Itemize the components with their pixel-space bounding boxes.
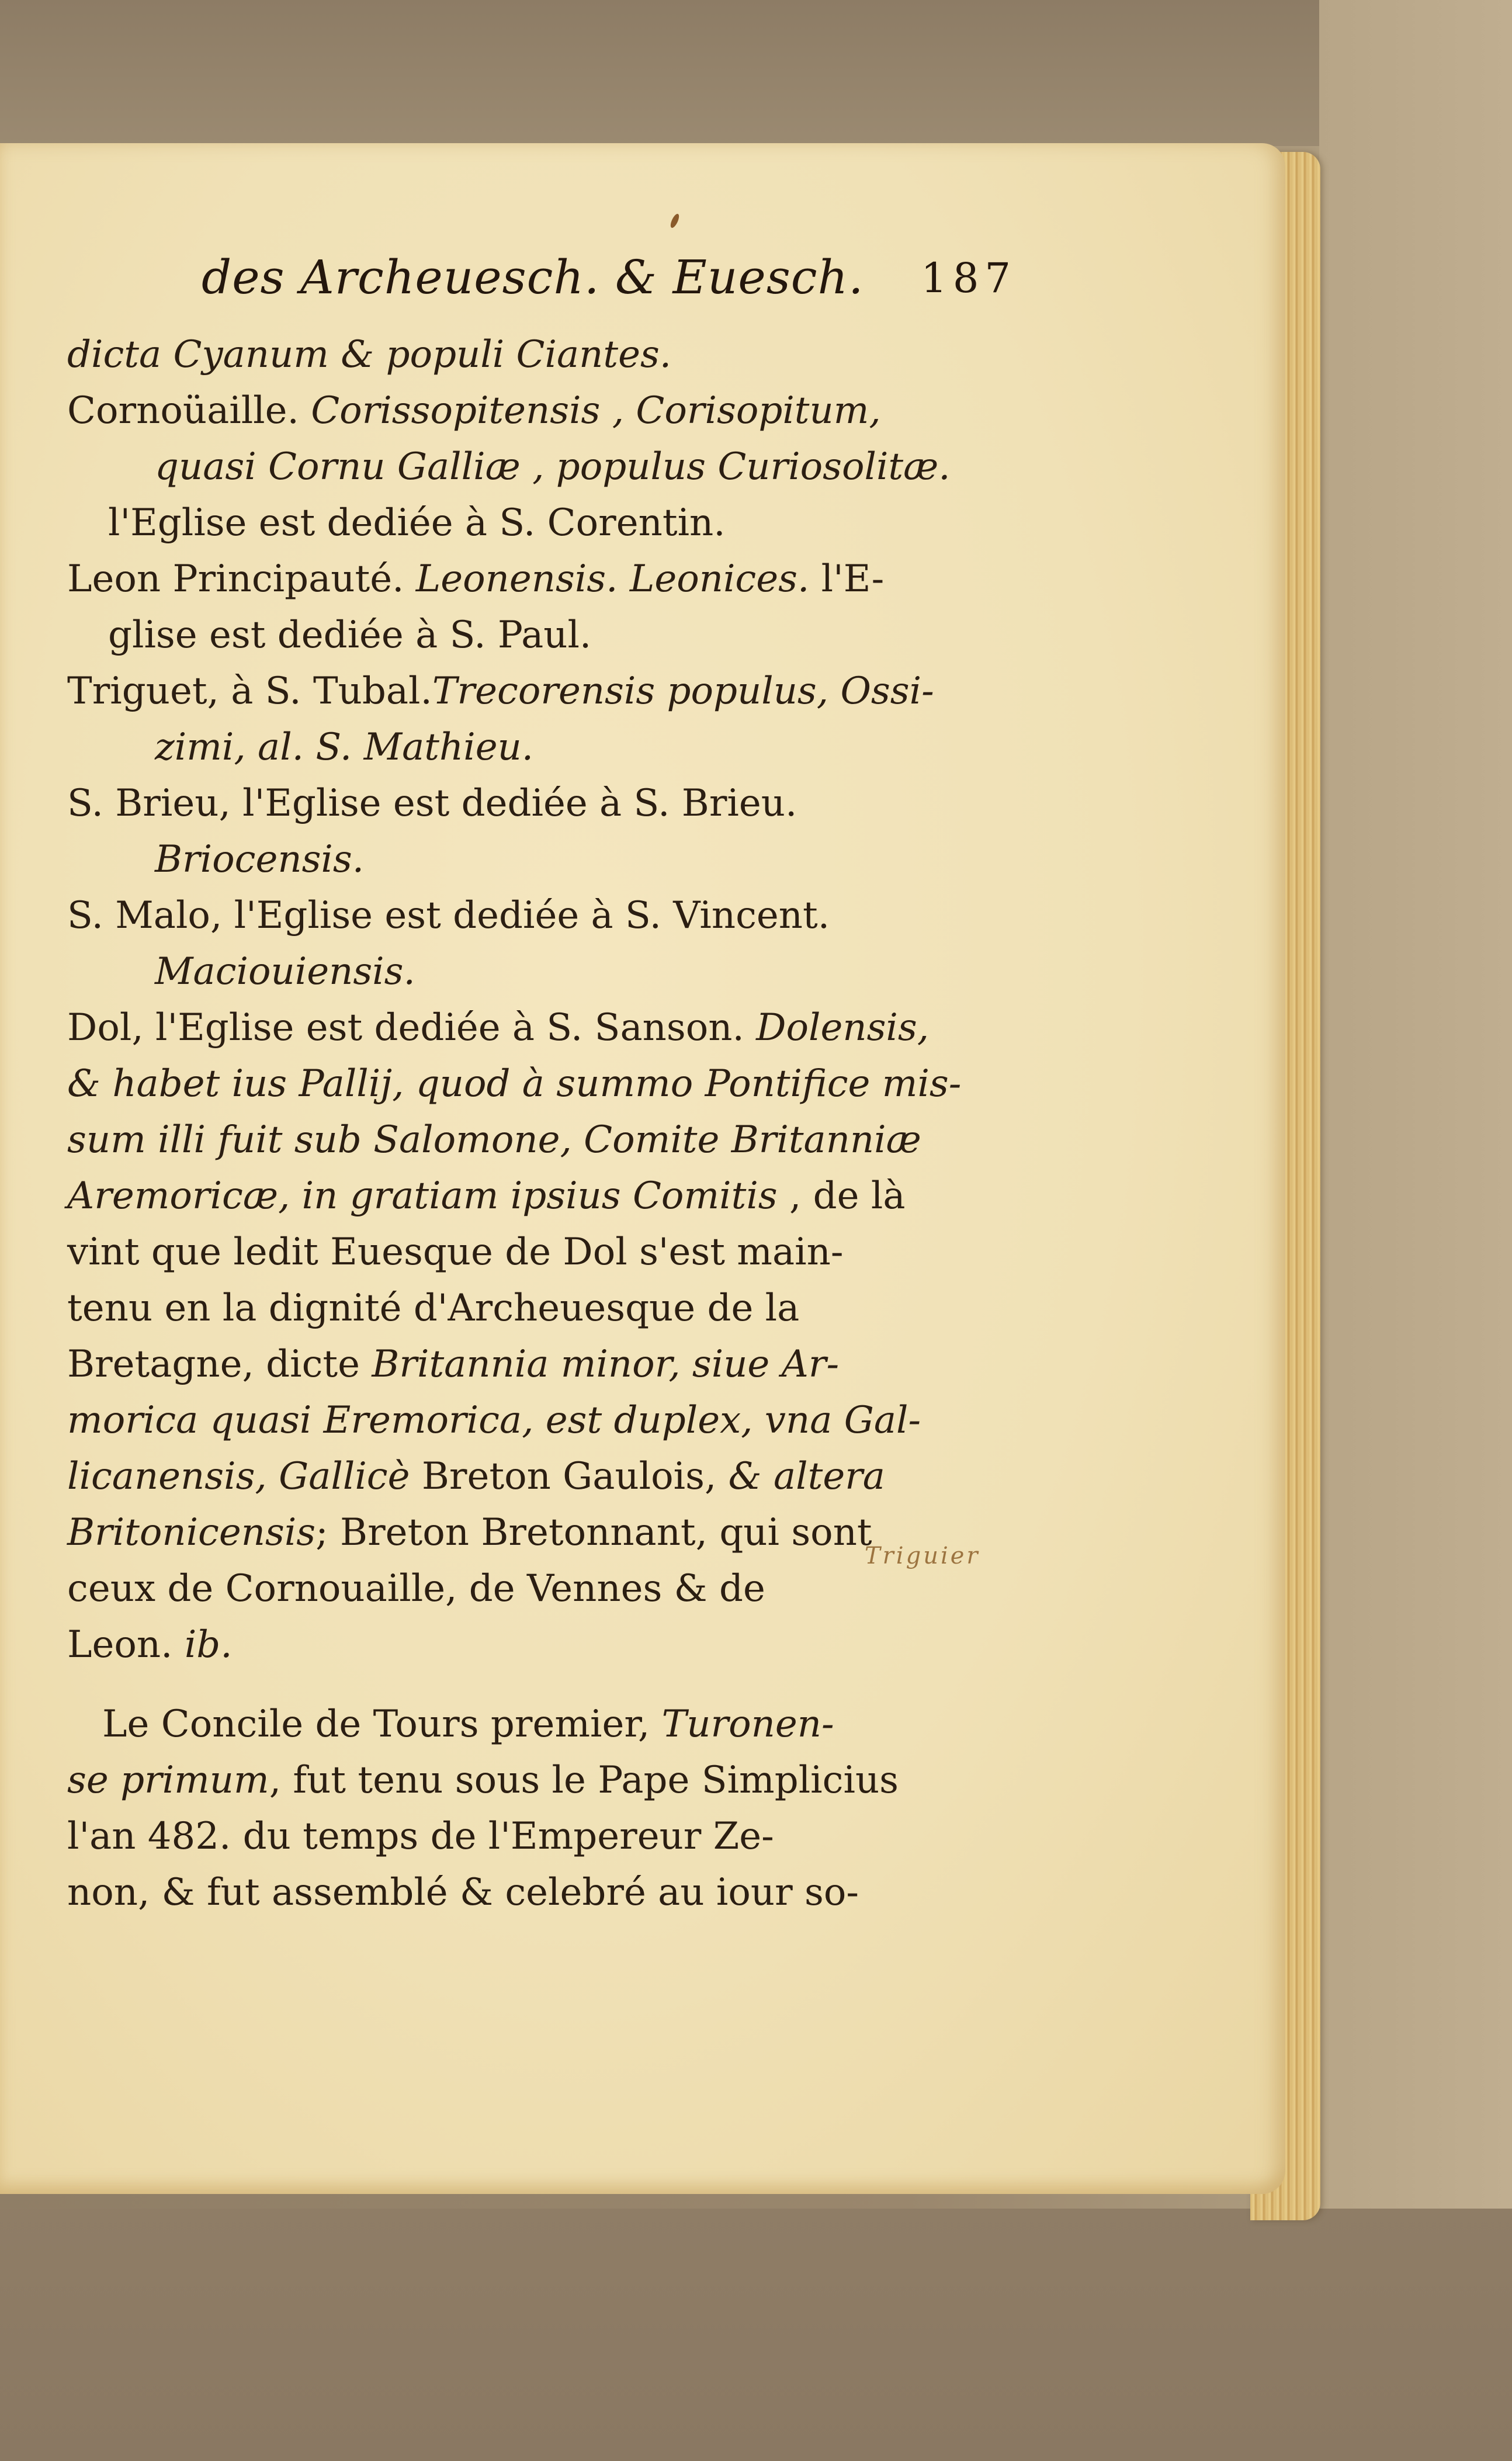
text-line — [67, 333, 672, 376]
roman-segment: Leon Principauté. — [67, 557, 416, 601]
text-line — [155, 838, 365, 881]
roman-segment: S. Brieu, l'Eglise est dediée à S. Brieu. — [67, 782, 797, 825]
backdrop-bottom — [0, 2209, 1512, 2461]
roman-segment: Leon. — [67, 1623, 185, 1666]
text-line — [67, 1230, 844, 1274]
italic-latin-segment: licanensis, Gallicè — [67, 1455, 422, 1498]
text-line — [108, 613, 592, 657]
text-line — [102, 1703, 834, 1746]
roman-segment: , fut tenu sous le Pape Simplicius — [269, 1759, 899, 1802]
text-line — [155, 445, 951, 488]
italic-latin-segment: ib. — [184, 1623, 233, 1666]
text-line — [108, 501, 726, 545]
italic-latin-segment: Trecorensis populus, Ossi- — [432, 670, 934, 713]
roman-segment: l'an 482. du temps de l'Empereur Ze- — [67, 1815, 774, 1858]
italic-latin-segment: Britonicensis — [67, 1511, 316, 1554]
italic-latin-segment: Leonensis. Leonices. — [415, 557, 810, 601]
text-line — [67, 1567, 765, 1610]
text-line — [67, 894, 830, 937]
text-line — [67, 1759, 899, 1802]
roman-segment: Cornoüaille. — [67, 389, 311, 432]
text-line — [67, 1062, 962, 1105]
running-head — [140, 250, 1017, 313]
text-line — [155, 726, 534, 769]
text-line — [67, 670, 934, 713]
roman-segment: Breton Gaulois, — [421, 1455, 729, 1498]
text-line — [67, 1174, 906, 1218]
roman-segment: non, & fut assemblé & celebré au iour so- — [67, 1871, 859, 1914]
text-line — [67, 1815, 774, 1858]
roman-segment: Dol, l'Eglise est dediée à S. Sanson. — [67, 1006, 757, 1049]
backdrop-top — [0, 0, 1512, 146]
roman-segment: Triguet, à S. Tubal. — [67, 670, 432, 713]
text-line — [67, 1511, 872, 1554]
italic-latin-segment: se primum — [67, 1759, 269, 1802]
page-number: 187 — [921, 254, 1017, 302]
text-line — [67, 1343, 840, 1386]
italic-latin-segment: dicta Cyanum & populi Ciantes. — [67, 333, 672, 376]
roman-segment: Bretagne, dicte — [67, 1343, 372, 1386]
text-line — [67, 1006, 930, 1049]
text-line — [67, 1118, 921, 1162]
text-line — [67, 1287, 800, 1330]
book-page — [0, 143, 1285, 2194]
italic-latin-segment: quasi Cornu Galliæ , populus Curiosolitæ. — [155, 445, 951, 488]
text-line — [67, 782, 797, 825]
italic-latin-segment: sum illi fuit sub Salomone, Comite Britanniæ — [67, 1118, 921, 1162]
italic-latin-segment: Maciouiensis. — [155, 950, 415, 993]
roman-segment: ceux de Cornouaille, de Vennes & de — [67, 1567, 765, 1610]
italic-latin-segment: Briocensis. — [155, 838, 365, 881]
text-line — [67, 389, 881, 432]
text-line — [67, 1399, 921, 1442]
italic-latin-segment: zimi, al. S. Mathieu. — [155, 726, 534, 769]
roman-segment: glise est dediée à S. Paul. — [108, 613, 592, 657]
roman-segment: vint que ledit Euesque de Dol s'est main- — [67, 1230, 844, 1274]
italic-latin-segment: Britannia minor, siue Ar- — [372, 1343, 840, 1386]
italic-latin-segment: & habet ius Pallij, quod à summo Pontifice mis- — [67, 1062, 962, 1105]
roman-segment: S. Malo, l'Eglise est dediée à S. Vincent. — [67, 894, 830, 937]
roman-segment: l'Eglise est dediée à S. Corentin. — [108, 501, 726, 545]
italic-latin-segment: Turonen- — [661, 1703, 834, 1746]
text-line — [67, 1455, 885, 1498]
roman-segment: , de là — [777, 1174, 906, 1218]
italic-latin-segment: morica quasi Eremorica, est duplex, vna Gal- — [67, 1399, 921, 1442]
italic-latin-segment: & altera — [728, 1455, 885, 1498]
italic-latin-segment: Corissopitensis , Corisopitum, — [311, 389, 881, 432]
text-line — [67, 1871, 859, 1914]
roman-segment: ; Breton Bretonnant, qui sont — [315, 1511, 872, 1554]
ink-fleck — [669, 213, 681, 229]
backdrop-right — [1319, 0, 1512, 2461]
roman-segment: l'E- — [809, 557, 885, 601]
running-title: des Archeuesch. & Euesch. — [202, 250, 864, 304]
text-line — [155, 950, 415, 993]
italic-latin-segment: Aremoricæ, in gratiam ipsius Comitis — [67, 1174, 778, 1218]
roman-segment: tenu en la dignité d'Archeuesque de la — [67, 1287, 800, 1330]
text-line — [67, 557, 885, 601]
text-line — [67, 1623, 233, 1666]
roman-segment: Le Concile de Tours premier, — [102, 1703, 662, 1746]
handwritten-annotation: Triguier — [865, 1543, 980, 1569]
italic-latin-segment: Dolensis, — [756, 1006, 930, 1049]
